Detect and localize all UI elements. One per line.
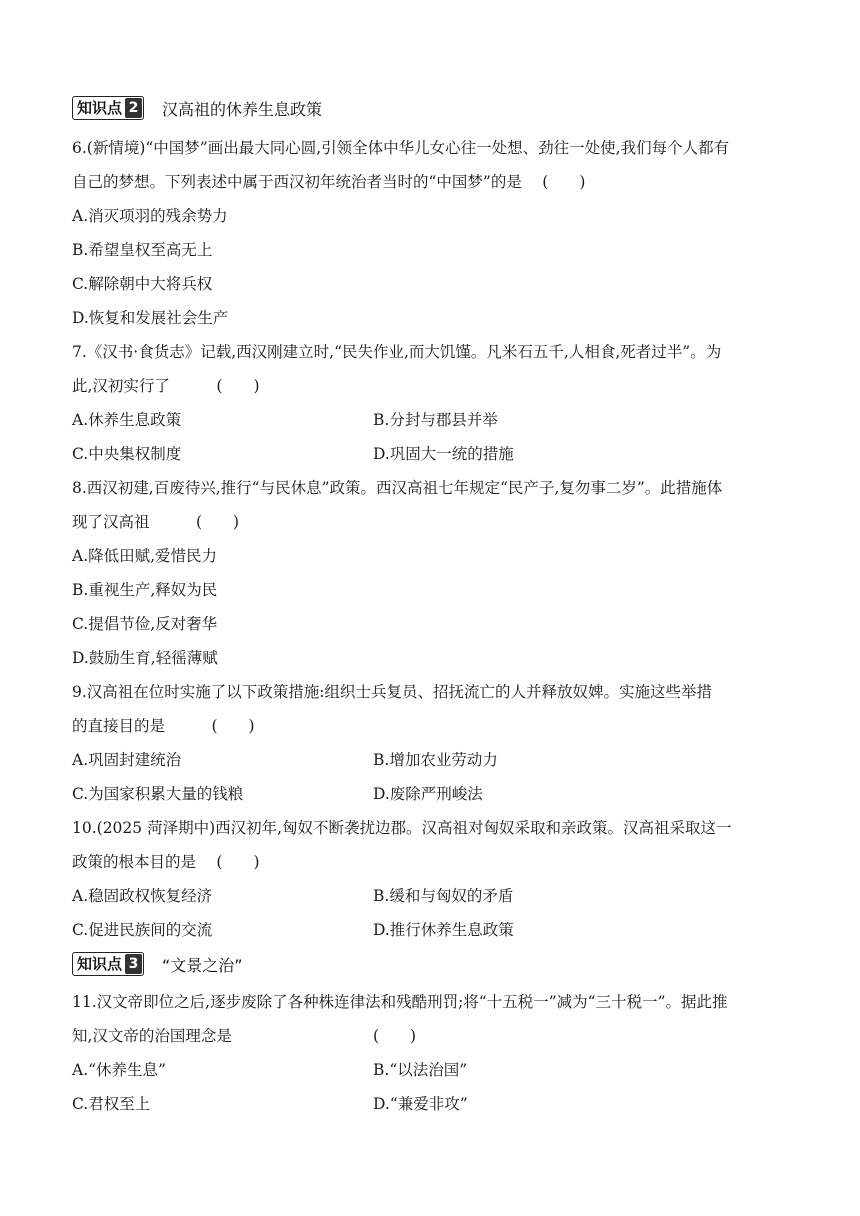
question-10-line-2: 政策的根本目的是 ( )	[72, 853, 260, 871]
question-9-line-2: 的直接目的是 ( )	[72, 717, 255, 735]
badge-number: 3	[125, 954, 142, 974]
question-10-option-b[interactable]: B.缓和与匈奴的矛盾	[373, 887, 514, 905]
question-11-line-1: 11.汉文帝即位之后,逐步废除了各种株连律法和残酷刑罚;将“十五税一”减为“三十税一”。据此推	[72, 993, 728, 1011]
question-7-option-c[interactable]: C.中央集权制度	[72, 445, 182, 463]
section-header-3	[72, 951, 243, 977]
question-10-option-d[interactable]: D.推行休养生息政策	[373, 921, 514, 939]
question-9-line-1: 9.汉高祖在位时实施了以下政策措施:组织士兵复员、招抚流亡的人并释放奴婢。实施这些举措	[72, 683, 713, 701]
knowledge-point-badge	[72, 952, 144, 976]
section-header-2	[72, 95, 322, 121]
question-11-option-a[interactable]: A.“休养生息”	[72, 1061, 166, 1079]
question-10-option-c[interactable]: C.促进民族间的交流	[72, 921, 213, 939]
question-7-option-b[interactable]: B.分封与郡县并举	[373, 411, 498, 429]
question-7-option-d[interactable]: D.巩固大一统的措施	[373, 445, 514, 463]
question-7-option-a[interactable]: A.休养生息政策	[72, 411, 182, 429]
question-6-option-c[interactable]: C.解除朝中大将兵权	[72, 275, 213, 293]
question-11-option-b[interactable]: B.“以法治国”	[373, 1061, 468, 1079]
question-9-option-b[interactable]: B.增加农业劳动力	[373, 751, 498, 769]
question-11-line-2: 知,汉文帝的治国理念是	[72, 1027, 232, 1045]
question-11-answer-paren: ( )	[373, 1027, 417, 1045]
question-6-option-a[interactable]: A.消灭项羽的残余势力	[72, 207, 228, 225]
question-6-option-b[interactable]: B.希望皇权至高无上	[72, 241, 213, 259]
question-11-option-c[interactable]: C.君权至上	[72, 1095, 151, 1113]
question-8-option-a[interactable]: A.降低田赋,爱惜民力	[72, 547, 218, 565]
question-9-option-c[interactable]: C.为国家积累大量的钱粮	[72, 785, 244, 803]
question-8-option-c[interactable]: C.提倡节俭,反对奢华	[72, 615, 218, 633]
question-7-line-1: 7.《汉书·食货志》记载,西汉刚建立时,“民失作业,而大饥馑。凡米石五千,人相食,死者过半”。为	[72, 343, 722, 361]
badge-label: 知识点	[77, 955, 123, 973]
knowledge-point-badge	[72, 96, 144, 120]
question-6-line-1: 6.(新情境)“中国梦”画出最大同心圆,引领全体中华儿女心往一处想、劲往一处使,我们每个人都有	[72, 139, 730, 157]
question-6-line-2: 自己的梦想。下列表述中属于西汉初年统治者当时的“中国梦”的是 ( )	[72, 173, 586, 191]
badge-number: 2	[125, 98, 142, 118]
question-8-line-1: 8.西汉初建,百废待兴,推行“与民休息”政策。西汉高祖七年规定“民产子,复勿事二岁”。此措施体	[72, 479, 723, 497]
question-11-option-d[interactable]: D.“兼爱非攻”	[373, 1095, 468, 1113]
question-9-option-a[interactable]: A.巩固封建统治	[72, 751, 182, 769]
question-8-line-2: 现了汉高祖 ( )	[72, 513, 240, 531]
question-8-option-d[interactable]: D.鼓励生育,轻徭薄赋	[72, 649, 218, 667]
question-8-option-b[interactable]: B.重视生产,释奴为民	[72, 581, 218, 599]
badge-label: 知识点	[77, 99, 123, 117]
question-10-line-1: 10.(2025 菏泽期中)西汉初年,匈奴不断袭扰边郡。汉高祖对匈奴采取和亲政策。汉高祖采取这一	[72, 819, 732, 837]
question-7-line-2: 此,汉初实行了 ( )	[72, 377, 260, 395]
question-10-option-a[interactable]: A.稳固政权恢复经济	[72, 887, 213, 905]
section-title: “文景之治”	[162, 955, 243, 975]
question-9-option-d[interactable]: D.废除严刑峻法	[373, 785, 483, 803]
section-title: 汉高祖的休养生息政策	[162, 99, 323, 119]
question-6-option-d[interactable]: D.恢复和发展社会生产	[72, 309, 229, 327]
